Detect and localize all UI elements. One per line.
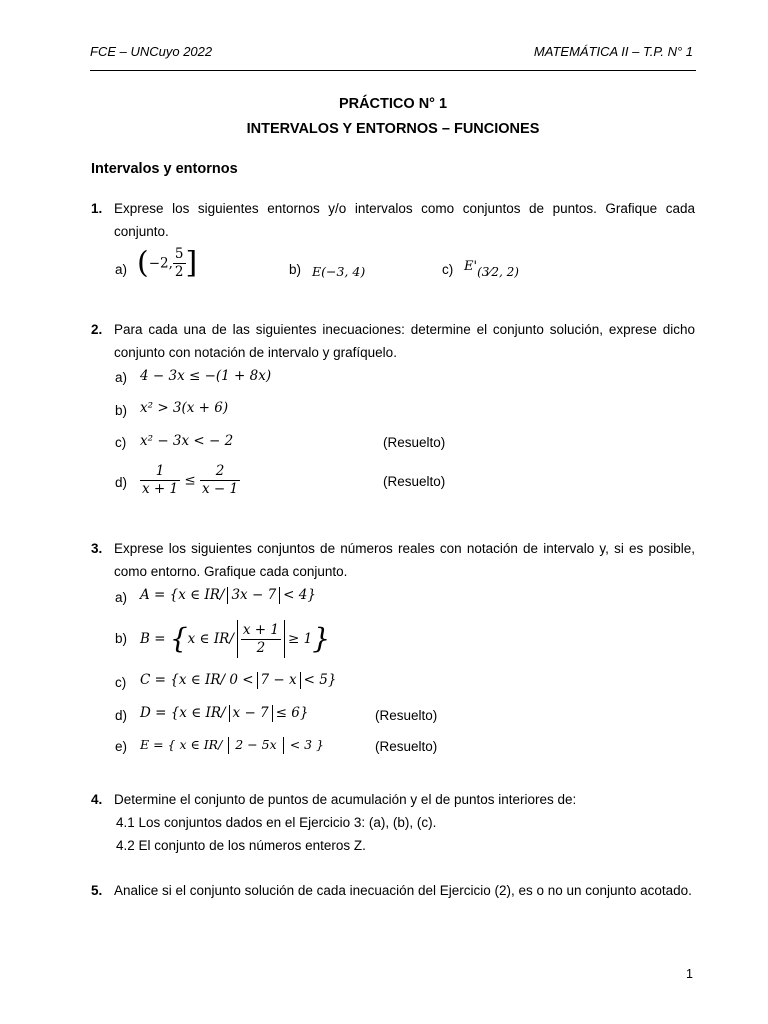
page-subtitle: INTERVALOS Y ENTORNOS – FUNCIONES — [246, 121, 540, 137]
exercise-3-text: Exprese los siguientes conjuntos de números reales con notación de intervalo y, si es posible, como entorno. Grafique cada conjunto. — [114, 541, 695, 579]
ex3-d-expression: D = {x ∈ IR/ x − 7 ≤ 6} — [140, 705, 309, 721]
exercise-4-item-2: 4.2 El conjunto de los números enteros Z. — [116, 838, 366, 853]
ex3-e-solved: (Resuelto) — [375, 739, 438, 754]
ex1-b-label: b) — [289, 262, 302, 277]
header-left: FCE – UNCuyo 2022 — [90, 44, 213, 59]
ex2-a-label: a) — [115, 370, 128, 385]
ex2-d-label: d) — [115, 475, 128, 490]
header-rule — [90, 70, 696, 71]
exercise-2-text: Para cada una de las siguientes inecuaciones: determine el conjunto solución, exprese dicho conjunto con notación de intervalo y grafíquelo. — [114, 322, 695, 360]
ex3-a-expression: A = {x ∈ IR/ 3x − 7 < 4} — [140, 587, 316, 603]
exercise-4-item-1: 4.1 Los conjuntos dados en el Ejercicio 3: (a), (b), (c). — [116, 815, 437, 830]
ex2-c-solved: (Resuelto) — [383, 435, 446, 450]
section-heading: Intervalos y entornos — [91, 161, 238, 177]
header-right: MATEMÁTICA II – T.P. N° 1 — [533, 44, 693, 59]
page-number: 1 — [686, 967, 693, 981]
ex1-a-fraction: $\frac{5}{2}$ — [174, 246, 184, 280]
exercise-1-text: Exprese los siguientes entornos y/o intervalos como conjuntos de puntos. Grafique cada conjunto. — [114, 201, 695, 239]
ex2-d-expression: $\frac{1}{x + 1}$ ≤ $\frac{2}{x - 1}$ — [142, 463, 239, 497]
close-bracket: ] — [185, 245, 198, 281]
ex2-b-expression: x² > 3(x + 6) — [140, 400, 229, 416]
ex3-b-label: b) — [115, 631, 128, 646]
exercise-5-number: 5. — [91, 883, 103, 898]
exercise-5-text: Analice si el conjunto solución de cada inecuación del Ejercicio (2), es o no un conjunto acotado. — [114, 883, 692, 898]
ex2-d-solved: (Resuelto) — [383, 474, 446, 489]
exercise-3-number: 3. — [91, 541, 103, 556]
ex1-b-neighborhood: E(−3, 4) — [312, 264, 366, 279]
ex3-c-label: c) — [115, 675, 127, 690]
ex3-b-expression: B = {x ∈ IR/ $\frac{x + 1}{2}$ ≥ 1} — [140, 620, 330, 658]
exercise-1-number: 1. — [91, 201, 103, 216]
ex3-e-label: e) — [115, 739, 128, 754]
ex1-c-neighborhood: E'(3⁄2, 2) — [464, 259, 519, 279]
ex2-c-expression: x² − 3x < − 2 — [140, 433, 234, 449]
ex3-d-label: d) — [115, 708, 128, 723]
ex3-d-solved: (Resuelto) — [375, 708, 438, 723]
exercise-4-number: 4. — [91, 792, 103, 807]
ex2-b-label: b) — [115, 403, 128, 418]
ex1-a-interval — [137, 246, 197, 281]
ex3-c-expression: C = {x ∈ IR/ 0 < 7 − x < 5} — [140, 672, 337, 688]
ex1-a-label: a) — [115, 262, 128, 277]
exercise-2-number: 2. — [91, 322, 103, 337]
ex1-a-value: −2, — [148, 255, 173, 272]
page-title: PRÁCTICO N° 1 — [338, 96, 448, 112]
ex1-c-label: c) — [442, 262, 454, 277]
ex3-e-expression: E = { x ∈ IR/ 2 − 5x < 3 } — [140, 737, 325, 752]
exercise-4-text: Determine el conjunto de puntos de acumulación y el de puntos interiores de: — [114, 792, 577, 807]
ex2-a-expression: 4 − 3x ≤ −(1 + 8x) — [140, 368, 272, 384]
ex3-a-label: a) — [115, 590, 128, 605]
ex2-c-label: c) — [115, 435, 127, 450]
open-paren: ( — [137, 245, 149, 281]
